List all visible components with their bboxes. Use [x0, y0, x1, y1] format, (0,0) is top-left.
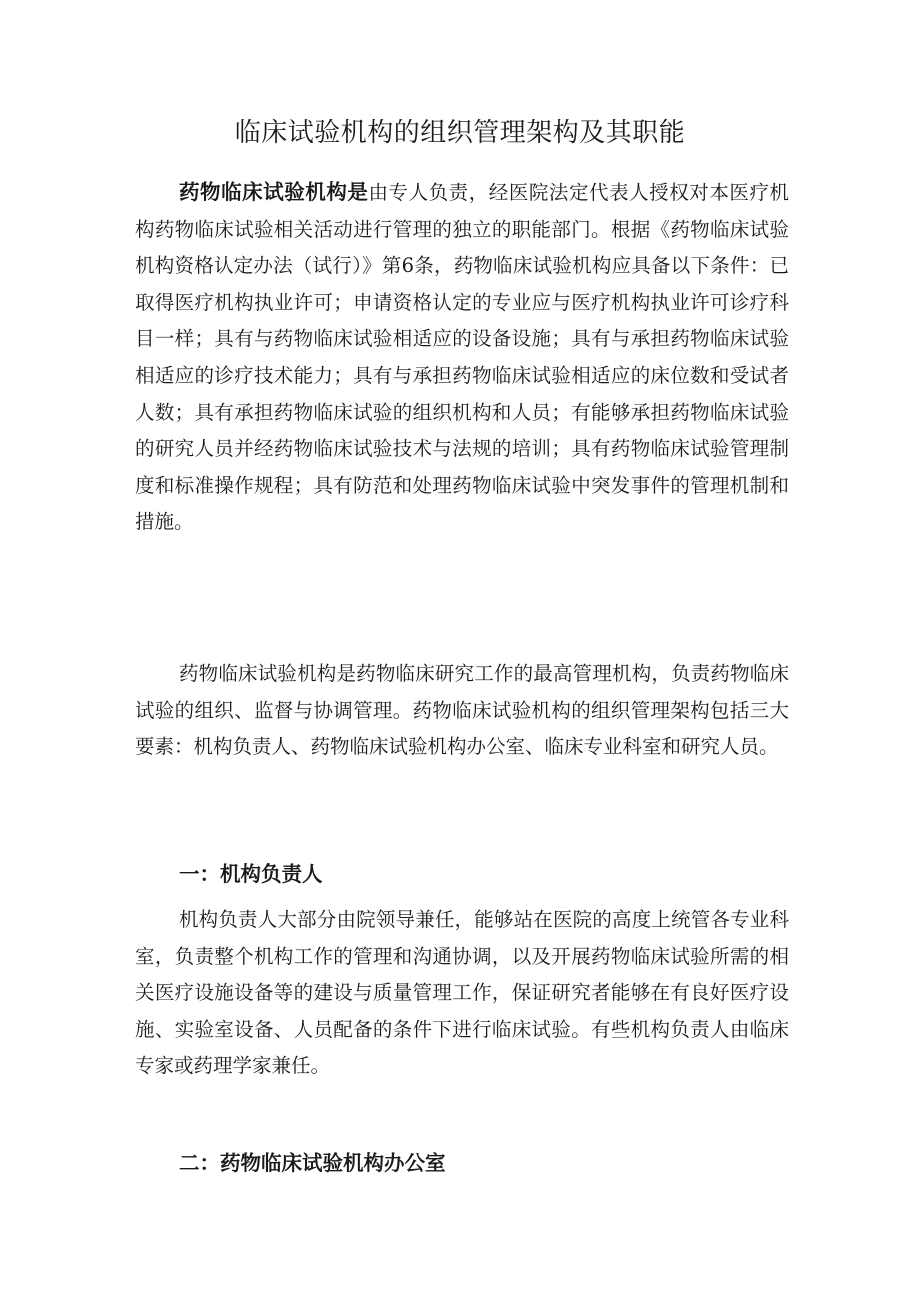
document-title: 临床试验机构的组织管理架构及其职能: [234, 118, 686, 148]
section-heading-institution-office: 二：药物临床试验机构办公室: [179, 1151, 446, 1175]
paragraph-institution-head: 机构负责人大部分由院领导兼任，能够站在医院的高度上统管各专业科室，负责整个机构工作的管理和沟通协调，以及开展药物临床试验所需的相关医疗设施设备等的建设与质量管理工作，保证研究者能够在有良好医疗设施、实验室设备、人员配备的条件下进行临床试验。有些机构负责人由临床专家或药理学家兼任。: [135, 908, 789, 1078]
paragraph-institution-definition: [135, 174, 789, 541]
paragraph-body: 由专人负责，经医院法定代表人授权对本医疗机构药物临床试验相关活动进行管理的独立的职能部门。根据《药物临床试验机构资格认定办法（试行）》第6条，药物临床试验机构应具备以下条件：已取得医疗机构执业许可；申请资格认定的专业应与医疗机构执业许可诊疗科目一样；具有与药物临床试验相适应的设备设施；具有与承担药物临床试验相适应的诊疗技术能力；具有与承担药物临床试验相适应的床位数和受试者人数；具有承担药物临床试验的组织机构和人员；有能够承担药物临床试验的研究人员并经药物临床试验技术与法规的培训；具有药物临床试验管理制度和标准操作规程；具有防范和处理药物临床试验中突发事件的管理机制和措施。: [135, 181, 789, 534]
paragraph-management-structure: 药物临床试验机构是药物临床研究工作的最高管理机构，负责药物临床试验的组织、监督与协调管理。药物临床试验机构的组织管理架构包括三大要素：机构负责人、药物临床试验机构办公室、临床专业科室和研究人员。: [135, 662, 789, 759]
paragraph-lead-bold: 药物临床试验机构是: [179, 180, 369, 204]
section-heading-institution-head: 一：机构负责人: [179, 862, 323, 886]
